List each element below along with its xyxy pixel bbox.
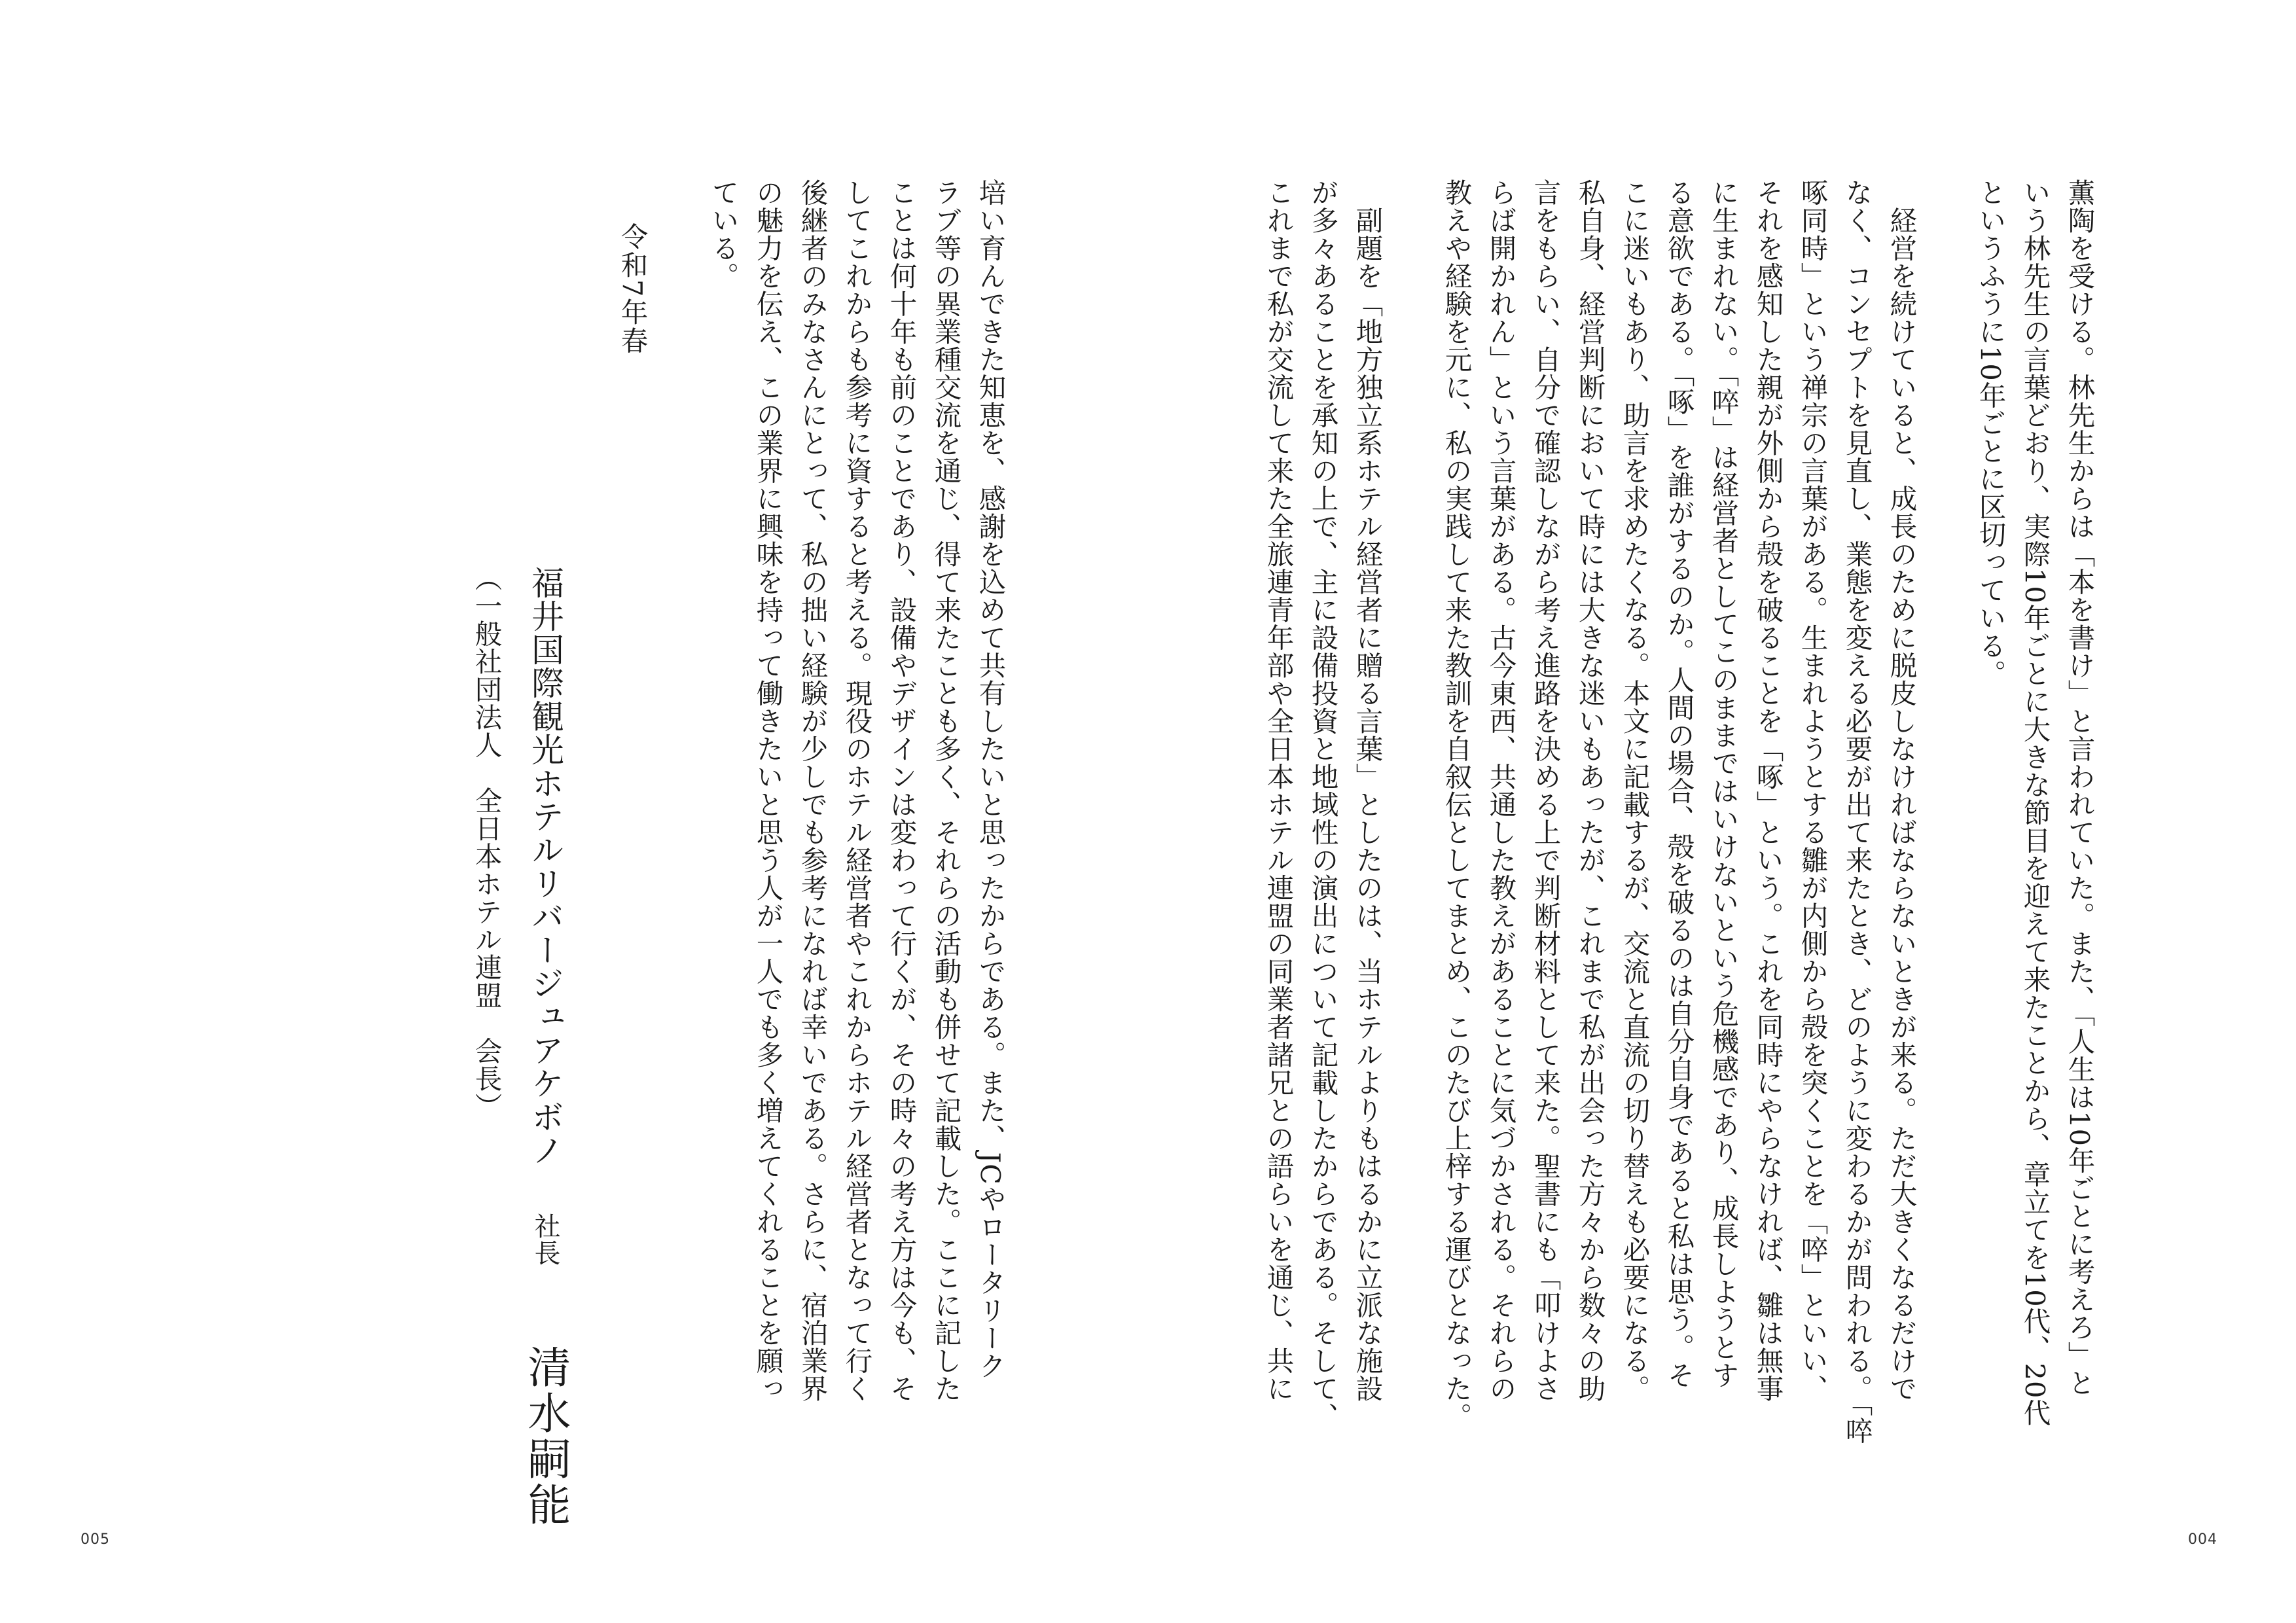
author-role: 社長	[530, 1213, 560, 1266]
left-page-column-6: の魅力を伝え、この業界に興味を持って働きたいと思う人が一人でも多く増えてくれることを願っ	[751, 179, 784, 1402]
right-page-column-7: 啄同時」という禅宗の言葉がある。生まれようとする雛が内側から殻を突くことを「啐」といい、	[1796, 179, 1829, 1402]
right-page-column-15: 教えや経験を元に、私の実践して来た教訓を自叙伝としてまとめ、このたび上梓する運びとなった。	[1440, 179, 1473, 1431]
right-page-column-10: る意欲である。「啄」を誰がするのか。人間の場合、殻を破るのは自分自身であると私は思う。そ	[1662, 179, 1695, 1389]
right-page-column-8: それを感知した親が外側から殻を破ることを「啄」という。これを同時にやらなければ、雛は無事	[1751, 179, 1784, 1402]
signature-block	[520, 566, 571, 1528]
left-page-column-2: ラブ等の異業種交流を通じ、得て来たことも多く、それらの活動も併せて記載した。ここに記した	[929, 179, 962, 1402]
left-page-column-3: ことは何十年も前のことであり、設備やデザインは変わって行くが、その時々の考え方は今も、そ	[885, 179, 918, 1402]
right-page-column-5: 経営を続けていると、成長のために脱皮しなければならないときが来る。ただ大きくなるだけで	[1885, 179, 1918, 1402]
company-name: 福井国際観光ホテルリバージュアケボノ	[526, 566, 564, 1167]
right-page-column-9: に生まれない。「啐」は経営者としてこのままではいけないという危機感であり、成長しようとす	[1707, 179, 1740, 1389]
left-page-column-1: 培い育んできた知恵を、感謝を込めて共有したいと思ったからである。また、JCやロータリーク	[974, 179, 1007, 1380]
right-page-column-12: 私自身、経営判断において時には大きな迷いもあったが、これまで私が出会った方々から数々の助	[1573, 179, 1606, 1402]
date-line: 令和7年春	[616, 223, 649, 355]
right-page-column-18: が多々あることを承知の上で、主に設備投資と地域性の演出について記載したからである。そして、	[1306, 179, 1339, 1431]
left-page-column-5: 後継者のみなさんにとって、私の拙い経験が少しでも参考になれば幸いである。さらに、宿泊業界	[796, 179, 829, 1402]
page-number-right: 004	[2188, 1531, 2217, 1548]
right-page-column-11: こに迷いもあり、助言を求めたくなる。本文に記載するが、交流と直流の切り替えも必要になる。	[1618, 179, 1651, 1402]
right-page-column-2: いう林先生の言葉どおり、実際10年ごとに大きな節目を迎えて来たことから、章立てを10代、20代	[2018, 179, 2051, 1427]
right-page-column-17: 副題を「地方独立系ホテル経営者に贈る言葉」としたのは、当ホテルよりもはるかに立派な施設	[1351, 179, 1384, 1402]
right-page-column-14: らば開かれん」という言葉がある。古今東西、共通した教えがあることに気づかされる。それらの	[1484, 179, 1517, 1402]
right-page-column-3: というふうに10年ごとに区切っている。	[1974, 179, 2007, 688]
author-organization: （一般社団法人 全日本ホテル連盟 会長）	[470, 564, 503, 1120]
right-page-column-1: 薫陶を受ける。林先生からは「本を書け」と言われていた。また、「人生は10年ごとに考えろ」と	[2063, 179, 2096, 1397]
right-page-column-19: これまで私が交流して来た全旅連青年部や全日本ホテル連盟の同業者諸兄との語らいを通じ、共に	[1262, 179, 1295, 1402]
right-page-column-6: なく、コンセプトを見直し、業態を変える必要が出て来たとき、どのように変わるかが問われる。「啐	[1840, 179, 1873, 1445]
right-page-column-13: 言をもらい、自分で確認しながら考え進路を決める上で判断材料として来た。聖書にも「叩けよさ	[1529, 179, 1562, 1402]
left-page-column-7: ている。	[707, 179, 740, 290]
left-page-column-4: してこれからも参考に資すると考える。現役のホテル経営者やこれからホテル経営者となって行く	[840, 179, 873, 1402]
page-number-left: 005	[81, 1531, 110, 1548]
author-name: 清水嗣能	[520, 1345, 571, 1528]
